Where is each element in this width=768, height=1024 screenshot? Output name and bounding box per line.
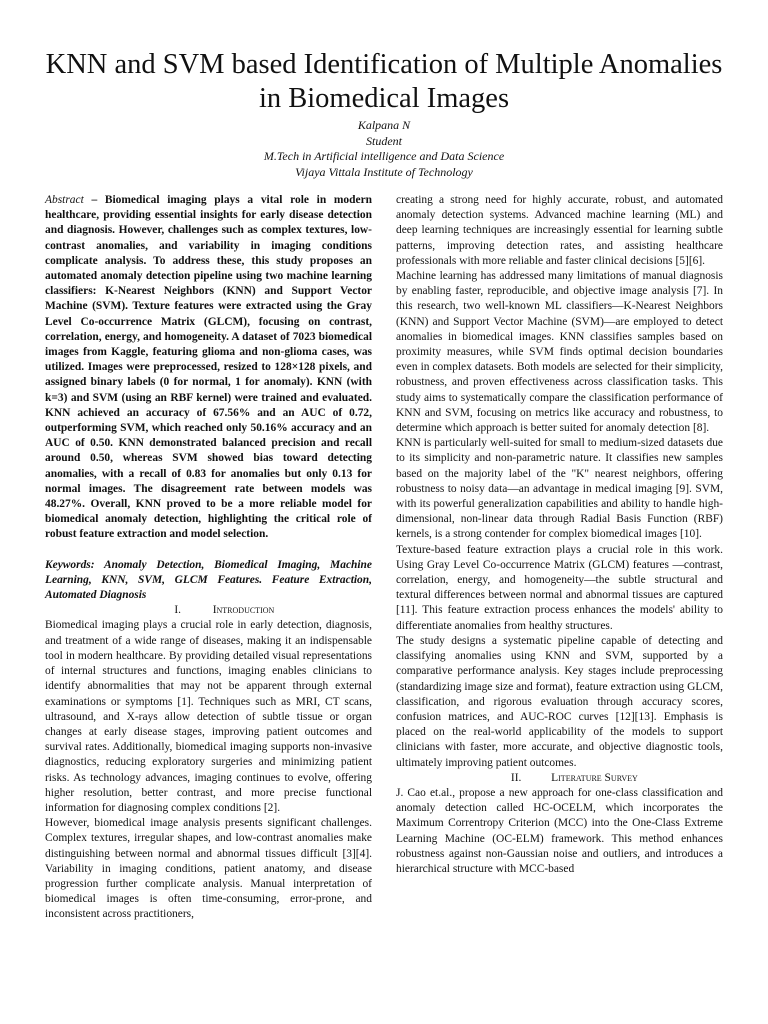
section-title: Literature Survey bbox=[551, 771, 638, 784]
section-number: I. bbox=[174, 604, 182, 617]
paper-title: KNN and SVM based Identification of Multiple Anomalies in Biomedical Images bbox=[45, 49, 723, 114]
author-block bbox=[0, 118, 768, 180]
left-column bbox=[45, 193, 372, 923]
keywords: Keywords: Anomaly Detection, Biomedical Imaging, Machine Learning, KNN, SVM, GLCM Features. Feature Extraction, Automated Diagnosis bbox=[45, 558, 372, 602]
paragraph: The study designs a systematic pipeline capable of detecting and classifying anomalies using KNN and SVM, supported by a comparative performance analysis. Key stages include preprocessing (standardizing image size and format), feature extraction using GLCM, classification, and rigorous evaluation through accuracy scores, confusion matrices, and AUC-ROC curves [12][13]. Emphasis is placed on the real-world applicability of the models to support clinicians with faster, more accurate, and objective diagnostic tools, ultimately improving patient outcomes. bbox=[396, 634, 723, 769]
section-heading-introduction bbox=[45, 603, 372, 618]
right-column bbox=[396, 193, 723, 877]
abstract-label: Abstract bbox=[45, 194, 84, 206]
paragraph: However, biomedical image analysis presents significant challenges. Complex textures, irregular shapes, and low-contrast anomalies make distinguishing between normal and abnormal tissues difficult [3][4]. Variability in imaging conditions, patient anatomy, and disease progression further complicate analysis. Manual interpretation of biomedical images is often time-consuming, error-prone, and inconsistent across practitioners, bbox=[45, 817, 372, 921]
paragraph: KNN is particularly well-suited for small to medium-sized datasets due to its simplicity and non-parametric nature. It classifies new samples based on the majority label of the "K" nearest neighbors, offering robustness to noisy data—an advantage in medical imaging [9]. SVM, with its powerful generalization capabilities and ability to handle high-dimensional, non-linear data through Radial Basis Function (RBF) kernels, is a strong contender for complex biomedical images [10]. bbox=[396, 437, 723, 541]
abstract-text: Biomedical imaging plays a vital role in modern healthcare, providing essential insights for early disease detection and diagnosis. However, challenges such as complex textures, low-contrast anomalies, and variability in imaging conditions complicate analysis. To address these, this study proposes an automated anomaly detection pipeline using two machine learning classifiers: K-Nearest Neighbors (KNN) and Support Vector Machine (SVM). Texture features were extracted using the Gray Level Co-occurrence Matrix (GLCM), focusing on contrast, correlation, energy, and homogeneity. A dataset of 7023 biomedical images from Kaggle, featuring glioma and non-glioma cases, was utilized. Images were preprocessed, resized to 128×128 pixels, and assigned binary labels (0 for normal, 1 for anomaly). KNN (with k=3) and SVM (using an RBF kernel) were trained and evaluated. KNN achieved an accuracy of 67.56% and an AUC of 0.72, outperforming SVM, which reached only 50.16% accuracy and an AUC of 0.50. KNN demonstrated balanced precision and recall around 0.50, whereas SVM showed bias toward detecting anomalies, with a recall of 0.83 for anomalies but only 0.13 for normal images. The disagreement rate between models was 48.27%. Overall, KNN proved to be a more reliable model for biomedical anomaly detection, highlighting the critical role of robust feature extraction and model selection. bbox=[45, 194, 373, 541]
section-number: II. bbox=[510, 771, 522, 784]
paragraph: Biomedical imaging plays a crucial role in early detection, diagnosis, and treatment of a wide range of diseases, making it an indispensable tool in modern healthcare. By providing detailed visual representations of internal structures and functions, imaging enables clinicians to identify abnormalities that may not be apparent through external examinations or symptoms [1]. Techniques such as MRI, CT scans, ultrasound, and X-rays allow detection of subtle tissue or organ changes at early disease stages, improving patient outcomes and survival rates. Additionally, biomedical imaging supports non-invasive diagnostics, reducing exploratory surgeries and minimizing patient risks. As technology advances, imaging continues to evolve, offering higher resolution, better contrast, and more precise functional information for diagnosing complex conditions [2]. bbox=[45, 619, 372, 814]
abstract-dash: – bbox=[83, 194, 105, 206]
paragraph: Machine learning has addressed many limitations of manual diagnosis by enabling faster, reproducible, and objective image analysis [7]. In this research, two well-known ML classifiers—K-Nearest Neighbors (KNN) and Support Vector Machine (SVM)—are employed to detect anomalies in biomedical images. KNN classifies samples based on proximity measures, while SVM finds optimal decision boundaries even in complex datasets. Both models are selected for their simplicity, robustness, and proven effectiveness across classification tasks. This study aims to systematically compare the classification performance of KNN and SVM, focusing on metrics like accuracy and robustness, to determine which approach is better suited for anomaly detection [8]. bbox=[396, 270, 723, 435]
section-heading-literature-survey bbox=[396, 771, 723, 786]
paragraph: Texture-based feature extraction plays a crucial role in this work. Using Gray Level Co-occurrence Matrix (GLCM) features —contrast, correlation, energy, and homogeneity—the subtle structural and textural differences between normal and abnormal tissues are captured [11]. This feature extraction process enhances the models' ability to differentiate anomalies from healthy structures. bbox=[396, 543, 723, 632]
paragraph: creating a strong need for highly accurate, robust, and automated anomaly detection systems. Advanced machine learning (ML) and deep learning techniques are increasingly essential for learning subtle patterns, improving detection rates, and assisting healthcare professionals with more reliable and faster clinical decisions [5][6]. bbox=[396, 194, 723, 267]
abstract bbox=[45, 193, 372, 543]
author-institute: Vijaya Vittala Institute of Technology bbox=[295, 164, 473, 179]
author-role: Student bbox=[366, 133, 402, 148]
author-name: Kalpana N bbox=[357, 118, 411, 132]
section-title: Introduction bbox=[212, 604, 275, 617]
author-program: M.Tech in Artificial intelligence and Data Science bbox=[263, 149, 505, 163]
paragraph: J. Cao et.al., propose a new approach for one-class classification and anomaly detection called HC-OCELM, which incorporates the Maximum Correntropy Criterion (MCC) into the One-Class Extreme Learning Machine (OC-ELM) framework. This method enhances robustness against non-Gaussian noise and outliers, and introduces a hierarchical structure with MCC-based bbox=[396, 786, 723, 875]
